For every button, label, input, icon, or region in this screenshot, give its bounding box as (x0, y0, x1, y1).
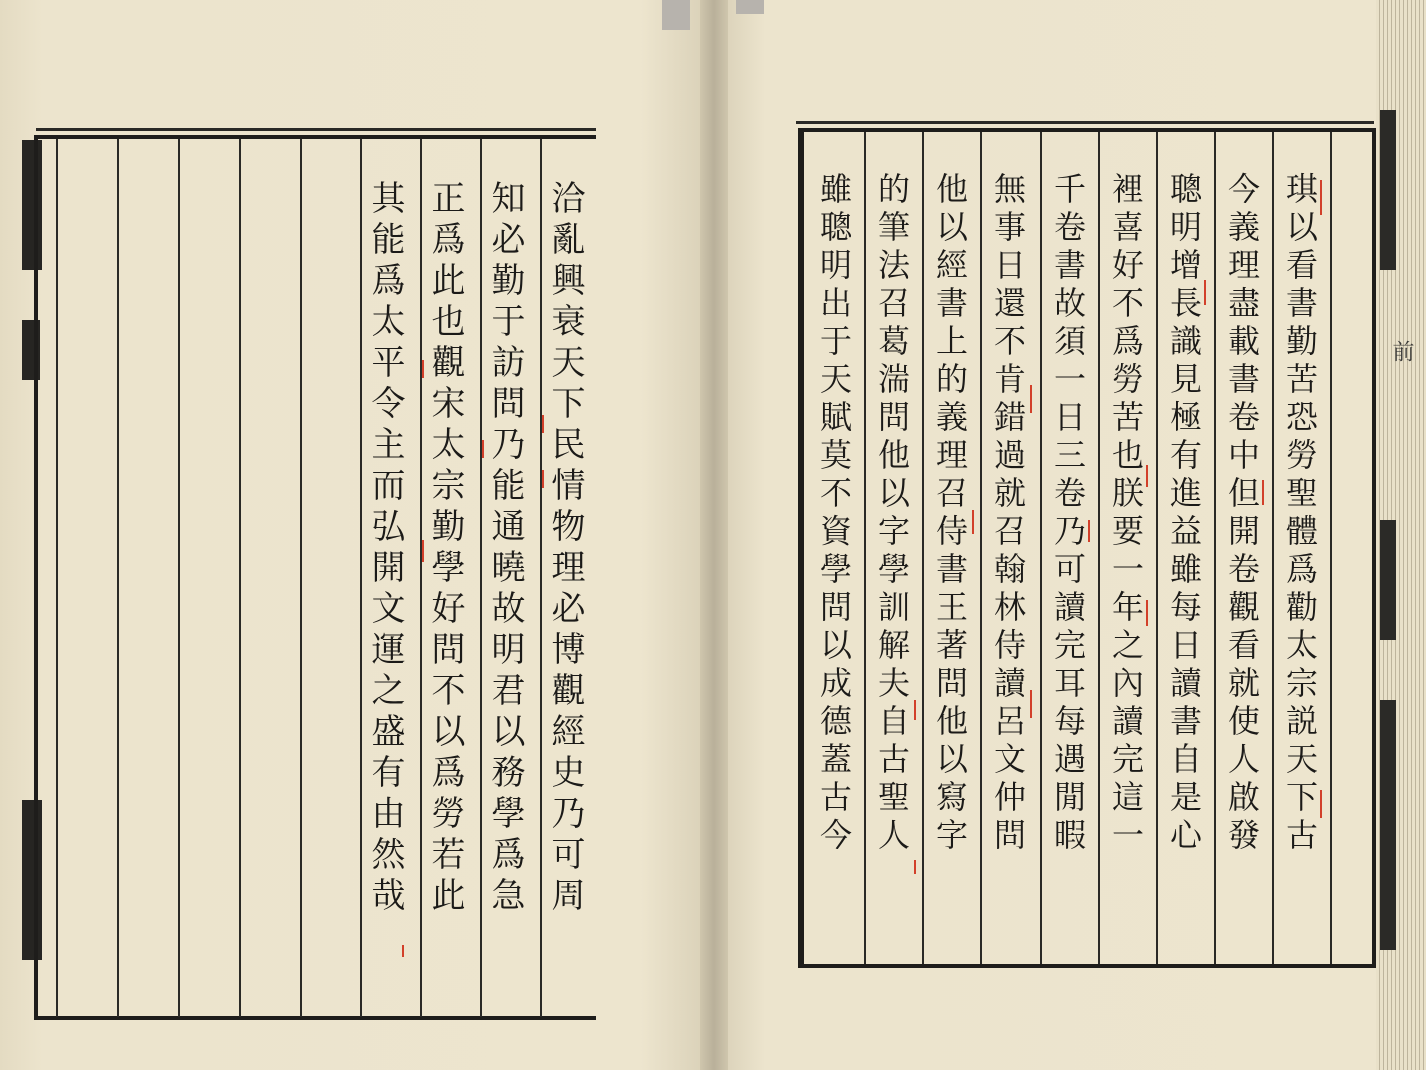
red-annotation (1146, 600, 1148, 626)
red-annotation (1320, 790, 1322, 818)
right-edge-mark (1380, 520, 1396, 640)
text-column: 知必勤于訪問乃能通曉故明君以務學爲急 (485, 180, 525, 918)
column-rule (1098, 132, 1100, 964)
red-annotation (482, 440, 484, 458)
book-gutter (700, 0, 728, 1070)
binding-ribbon-left (662, 0, 690, 30)
column-rule (117, 139, 119, 1017)
column-rule (1040, 132, 1042, 964)
text-column: 他以經書上的義理召侍書王著問他以寫字 (931, 172, 969, 856)
text-column: 聰明增長識見極有進益雖每日讀書自是心 (1165, 172, 1203, 856)
column-rule (1156, 132, 1158, 964)
binding-ribbon-right (736, 0, 764, 14)
column-rule (1214, 132, 1216, 964)
column-rule (300, 139, 302, 1017)
column-rule (1272, 132, 1274, 964)
red-annotation (422, 360, 424, 378)
column-rule (922, 132, 924, 964)
text-column: 無事日還不肯錯過就召翰林侍讀呂文仲問 (989, 172, 1027, 856)
left-top-double-rule (36, 128, 596, 131)
text-column: 今義理盡載書卷中但開卷觀看就使人啟發 (1223, 172, 1261, 856)
red-annotation (1146, 465, 1148, 487)
red-annotation (1262, 480, 1264, 505)
right-top-double-rule (796, 121, 1374, 124)
red-annotation (1204, 280, 1206, 305)
text-column: 雖聰明出于天賦莫不資學問以成德蓋古今 (815, 172, 853, 856)
column-rule (864, 132, 866, 964)
right-edge-mark (1380, 110, 1396, 270)
red-annotation (1030, 690, 1032, 718)
column-rule (360, 139, 362, 1017)
column-rule (980, 132, 982, 964)
red-annotation (972, 510, 974, 534)
red-annotation (1320, 180, 1322, 215)
column-rule (56, 139, 58, 1017)
red-annotation (1088, 520, 1090, 542)
red-annotation (542, 470, 544, 488)
edge-label: 前 (1389, 340, 1414, 366)
text-column: 其能爲太平令主而弘開文運之盛有由然哉 (365, 180, 405, 918)
column-rule (178, 139, 180, 1017)
column-rule (540, 139, 542, 1017)
column-rule (480, 139, 482, 1017)
column-rule (239, 139, 241, 1017)
column-rule (420, 139, 422, 1017)
text-column: 琪以看書勤苦恐勞聖體爲勸太宗説天下古 (1281, 172, 1319, 856)
text-column: 裡喜好不爲勞苦也朕要一年之內讀完這一 (1107, 172, 1145, 856)
text-column: 洽亂興衰天下民情物理必博觀經史乃可周 (545, 180, 585, 918)
red-annotation (402, 945, 404, 957)
red-annotation (542, 415, 544, 433)
text-column: 正爲此也觀宋太宗勤學好問不以爲勞若此 (425, 180, 465, 918)
right-edge-mark (1380, 700, 1396, 950)
column-rule (1330, 132, 1332, 964)
red-annotation (422, 540, 424, 562)
text-column: 的筆法召葛湍問他以字學訓解夫自古聖人 (873, 172, 911, 856)
text-column: 千卷書故須一日三卷乃可讀完耳每遇閒暇 (1049, 172, 1087, 856)
red-annotation (1030, 385, 1032, 413)
red-annotation (914, 860, 916, 874)
red-annotation (914, 700, 916, 720)
